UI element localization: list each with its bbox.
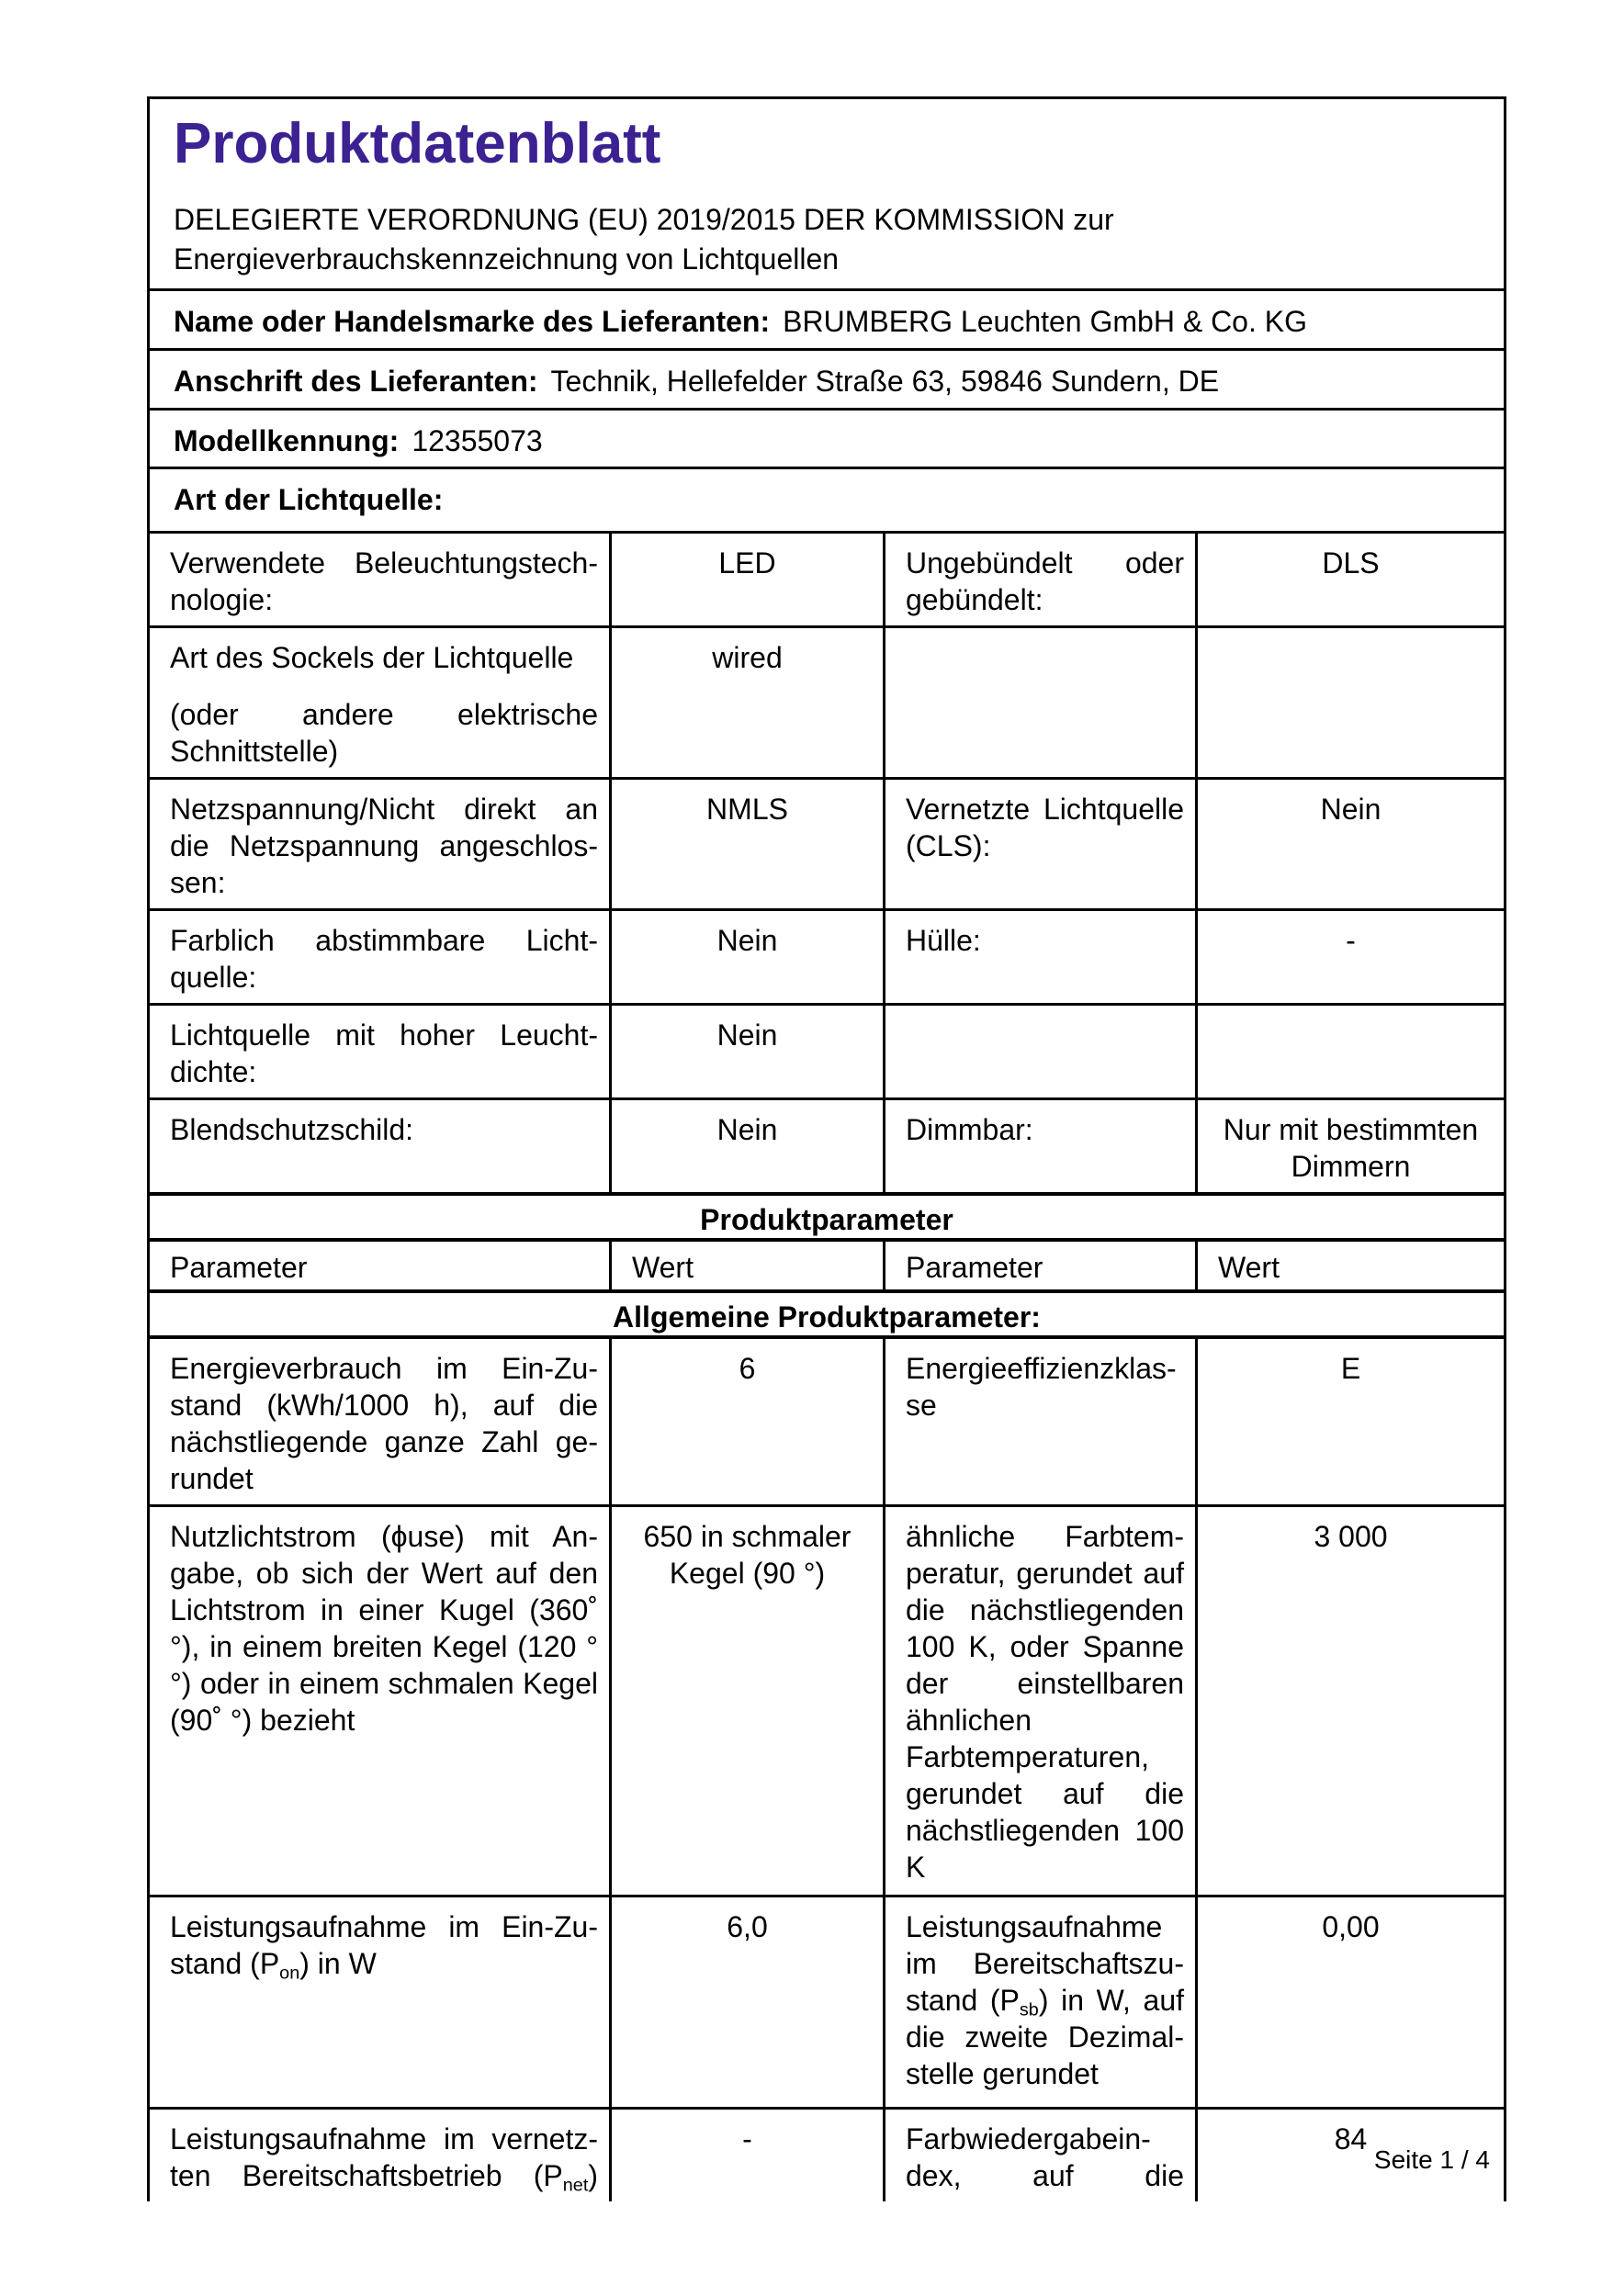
param-label-cell: ähnliche Farbtemperatur, gerundet auf die nächstliegenden 100 K, oder Spanne der einstellbaren ähnlichen Farbtemperaturen, gerundet auf die nächstliegenden 100 K	[883, 1507, 1195, 1895]
param-value-cell: -	[1195, 911, 1504, 1003]
table-row	[150, 1006, 1504, 1100]
param-label-cell	[883, 1897, 1195, 2107]
param-label-text: Leistungsaufnahme im Ein-Zustand (P	[170, 1910, 598, 1980]
param-label-cell: Nutzlichtstrom (ϕuse) mit Angabe, ob sich der Wert auf den Lichtstrom in einer Kugel (360˚ °), in einem breiten Kegel (120 °°) oder in einem schmalen Kegel (90˚ °) bezieht	[170, 1520, 598, 1737]
param-value-cell: DLS	[1195, 534, 1504, 625]
light-source-type-row	[150, 469, 1504, 534]
section-header-produktparameter: Produktparameter	[150, 1196, 1504, 1242]
param-label-cell: Energieeffizienzklasse	[883, 1339, 1195, 1504]
param-value-cell: LED	[609, 534, 883, 625]
param-value-cell: 0,00	[1195, 1897, 1504, 2107]
section-header-allgemeine-produktparameter: Allgemeine Produktparameter:	[150, 1293, 1504, 1339]
model-id-row	[150, 411, 1504, 469]
param-label-text: ) in W	[299, 1947, 377, 1980]
supplier-address-value: Technik, Hellefelder Straße 63, 59846 Sundern, DE	[550, 365, 1220, 398]
param-value-cell: 3 000	[1195, 1507, 1504, 1895]
param-value-cell: Nein	[609, 1100, 883, 1192]
param-label-cell: Netzspannung/Nicht direkt an die Netzspannung angeschlossen:	[170, 793, 598, 899]
param-value-cell: 6,0	[609, 1897, 883, 2107]
table-row	[150, 1339, 1504, 1507]
param-label-cell: Farblich abstimmbare Lichtquelle:	[170, 924, 598, 994]
table-row	[150, 534, 1504, 628]
column-header-wert: Wert	[1195, 1242, 1504, 1289]
param-value-cell	[1195, 1006, 1504, 1097]
subscript-on: on	[279, 1963, 300, 1984]
param-label-text: ) in W, auf die zweite Dezimalstelle gerundet	[906, 1984, 1185, 2090]
param-value-cell: Nein	[1195, 780, 1504, 908]
table-row	[150, 911, 1504, 1006]
param-value-cell: 6	[609, 1339, 883, 1504]
param-label-cell: Hülle:	[883, 911, 1195, 1003]
page-number: Seite 1 / 4	[1373, 2145, 1490, 2174]
param-label-cell	[150, 2110, 609, 2201]
param-value-cell: NMLS	[609, 780, 883, 908]
column-header-wert: Wert	[609, 1242, 883, 1289]
param-value-cell: 650 in schmaler Kegel (90 °)	[609, 1507, 883, 1895]
param-value-cell: -	[609, 2110, 883, 2201]
param-label-cell	[150, 628, 609, 777]
supplier-name-value: BRUMBERG Leuchten GmbH & Co. KG	[783, 305, 1307, 338]
table-row	[150, 1100, 1504, 1196]
param-label-cell: Verwendete Beleuchtungstechnologie:	[170, 546, 598, 616]
param-label-text: )	[588, 2159, 598, 2192]
param-value-cell: Nein	[609, 911, 883, 1003]
table-header-row	[150, 1242, 1504, 1293]
param-label-cell	[883, 628, 1195, 777]
param-label-cell: Dimmbar:	[883, 1100, 1195, 1192]
param-value-cell: 84	[1195, 2110, 1504, 2201]
table-row	[150, 1507, 1504, 1897]
light-source-type-label: Art der Lichtquelle:	[174, 483, 444, 516]
column-header-parameter: Parameter	[883, 1242, 1195, 1289]
param-value-cell: Nein	[609, 1006, 883, 1097]
param-value-cell: wired	[609, 628, 883, 777]
page-title: Produktdatenblatt	[174, 112, 661, 175]
param-label-cell: Lichtquelle mit hoher Leuchtdichte:	[170, 1019, 598, 1088]
regulation-subtitle: DELEGIERTE VERORDNUNG (EU) 2019/2015 DER KOMMISSION zur Energieverbrauchskennzeichnung von Lichtquellen	[174, 203, 1114, 276]
supplier-name-label: Name oder Handelsmarke des Lieferanten:	[174, 305, 771, 338]
param-label-cell	[883, 2110, 1195, 2201]
column-header-parameter: Parameter	[170, 1251, 308, 1284]
param-label-cell: Ungebündelt oder gebündelt:	[883, 534, 1195, 625]
supplier-address-row	[150, 351, 1504, 411]
supplier-address-label: Anschrift des Lieferanten:	[174, 365, 538, 398]
table-row	[150, 780, 1504, 911]
param-label-cell: Energieverbrauch im Ein-Zustand (kWh/1000 h), auf die nächstliegende ganze Zahl gerundet	[170, 1352, 598, 1495]
param-label-text: Leistungsaufnahme im Bereitschaftszustand (P	[906, 1910, 1184, 2017]
param-value-cell	[1195, 628, 1504, 777]
table-row	[150, 628, 1504, 780]
param-label-cell: Blendschutzschild:	[170, 1113, 414, 1146]
param-label-line: Farbwiedergabeindex, auf die	[906, 2122, 1184, 2192]
param-label-cell: Vernetzte Lichtquelle (CLS):	[883, 780, 1195, 908]
param-label-line: Art des Sockels der Lichtquelle	[170, 641, 574, 674]
table-row	[150, 2110, 1504, 2201]
subscript-net: net	[562, 2175, 589, 2196]
title-block	[150, 99, 1504, 291]
table-row	[150, 1897, 1504, 2110]
param-value-cell: E	[1195, 1339, 1504, 1504]
param-label-line	[170, 2121, 598, 2194]
param-label-text: Leistungsaufnahme im vernetzten Bereitschaftsbetrieb (P	[170, 2122, 598, 2192]
subscript-sb: sb	[1019, 1999, 1039, 2020]
param-value-cell: Nur mit bestimmten Dimmern	[1195, 1100, 1504, 1192]
param-label-line: (oder andere elektrische Schnittstelle)	[170, 698, 598, 768]
model-id-value: 12355073	[412, 424, 543, 457]
param-label-cell	[150, 1897, 609, 2107]
param-label-cell	[883, 1006, 1195, 1097]
datasheet-table	[147, 96, 1506, 2201]
supplier-name-row	[150, 291, 1504, 351]
model-id-label: Modellkennung:	[174, 424, 400, 457]
